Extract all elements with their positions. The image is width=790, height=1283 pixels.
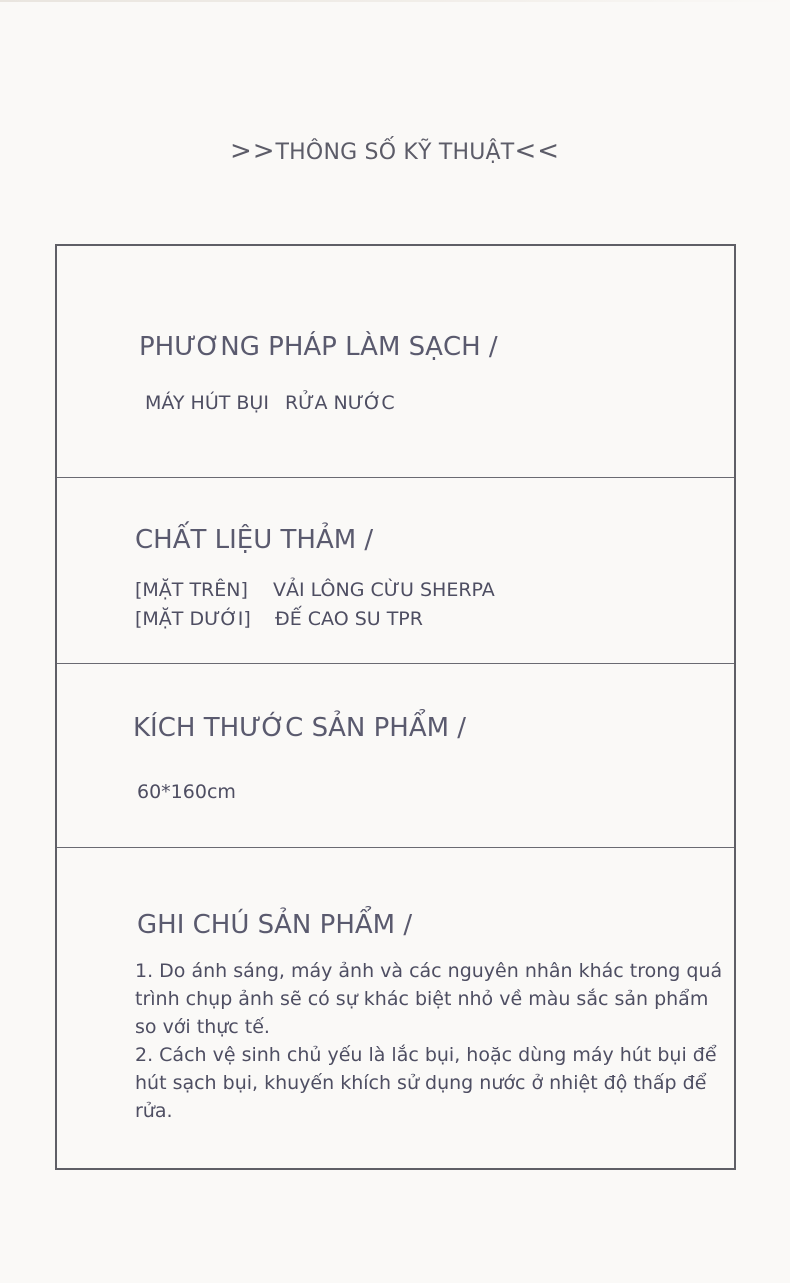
page-heading — [0, 136, 790, 166]
heading-left-marker: >> — [229, 136, 276, 166]
cleaning-option-vacuum: MÁY HÚT BỤI — [145, 392, 269, 414]
product-notes-body — [135, 957, 735, 1125]
product-note-2: 2. Cách vệ sinh chủ yếu là lắc bụi, hoặc dùng máy hút bụi để hút sạch bụi, khuyến khích sử dụng nước ở nhiệt độ thấp để rửa. — [135, 1044, 717, 1122]
product-notes-title: GHI CHÚ SẢN PHẨM / — [137, 910, 413, 940]
material-bottom-value: ĐẾ CAO SU TPR — [275, 608, 423, 630]
heading-right-marker: << — [514, 136, 561, 166]
section-material — [57, 477, 734, 663]
material-title: CHẤT LIỆU THẢM / — [135, 525, 374, 555]
material-row-top — [135, 579, 495, 601]
product-note-1: 1. Do ánh sáng, máy ảnh và các nguyên nhân khác trong quá trình chụp ảnh sẽ có sự khác biệt nhỏ về màu sắc sản phẩm so với thực tế. — [135, 960, 723, 1038]
cleaning-option-wash: RỬA NƯỚC — [284, 392, 395, 414]
cleaning-method-title: PHƯƠNG PHÁP LÀM SẠCH / — [139, 332, 498, 362]
top-divider — [0, 0, 790, 2]
cleaning-method-options — [145, 392, 395, 414]
spec-table — [55, 244, 736, 1170]
material-top-value: VẢI LÔNG CỪU SHERPA — [273, 579, 495, 601]
material-bottom-label: [MẶT DƯỚI] — [135, 608, 251, 630]
material-row-bottom — [135, 608, 423, 630]
section-product-size — [57, 663, 734, 847]
section-product-notes — [57, 847, 734, 1168]
product-size-value: 60*160cm — [137, 781, 236, 803]
material-top-label: [MẶT TRÊN] — [135, 579, 248, 601]
product-size-title: KÍCH THƯỚC SẢN PHẨM / — [133, 713, 467, 743]
section-cleaning-method — [57, 246, 734, 477]
heading-text: THÔNG SỐ KỸ THUẬT — [275, 140, 515, 165]
